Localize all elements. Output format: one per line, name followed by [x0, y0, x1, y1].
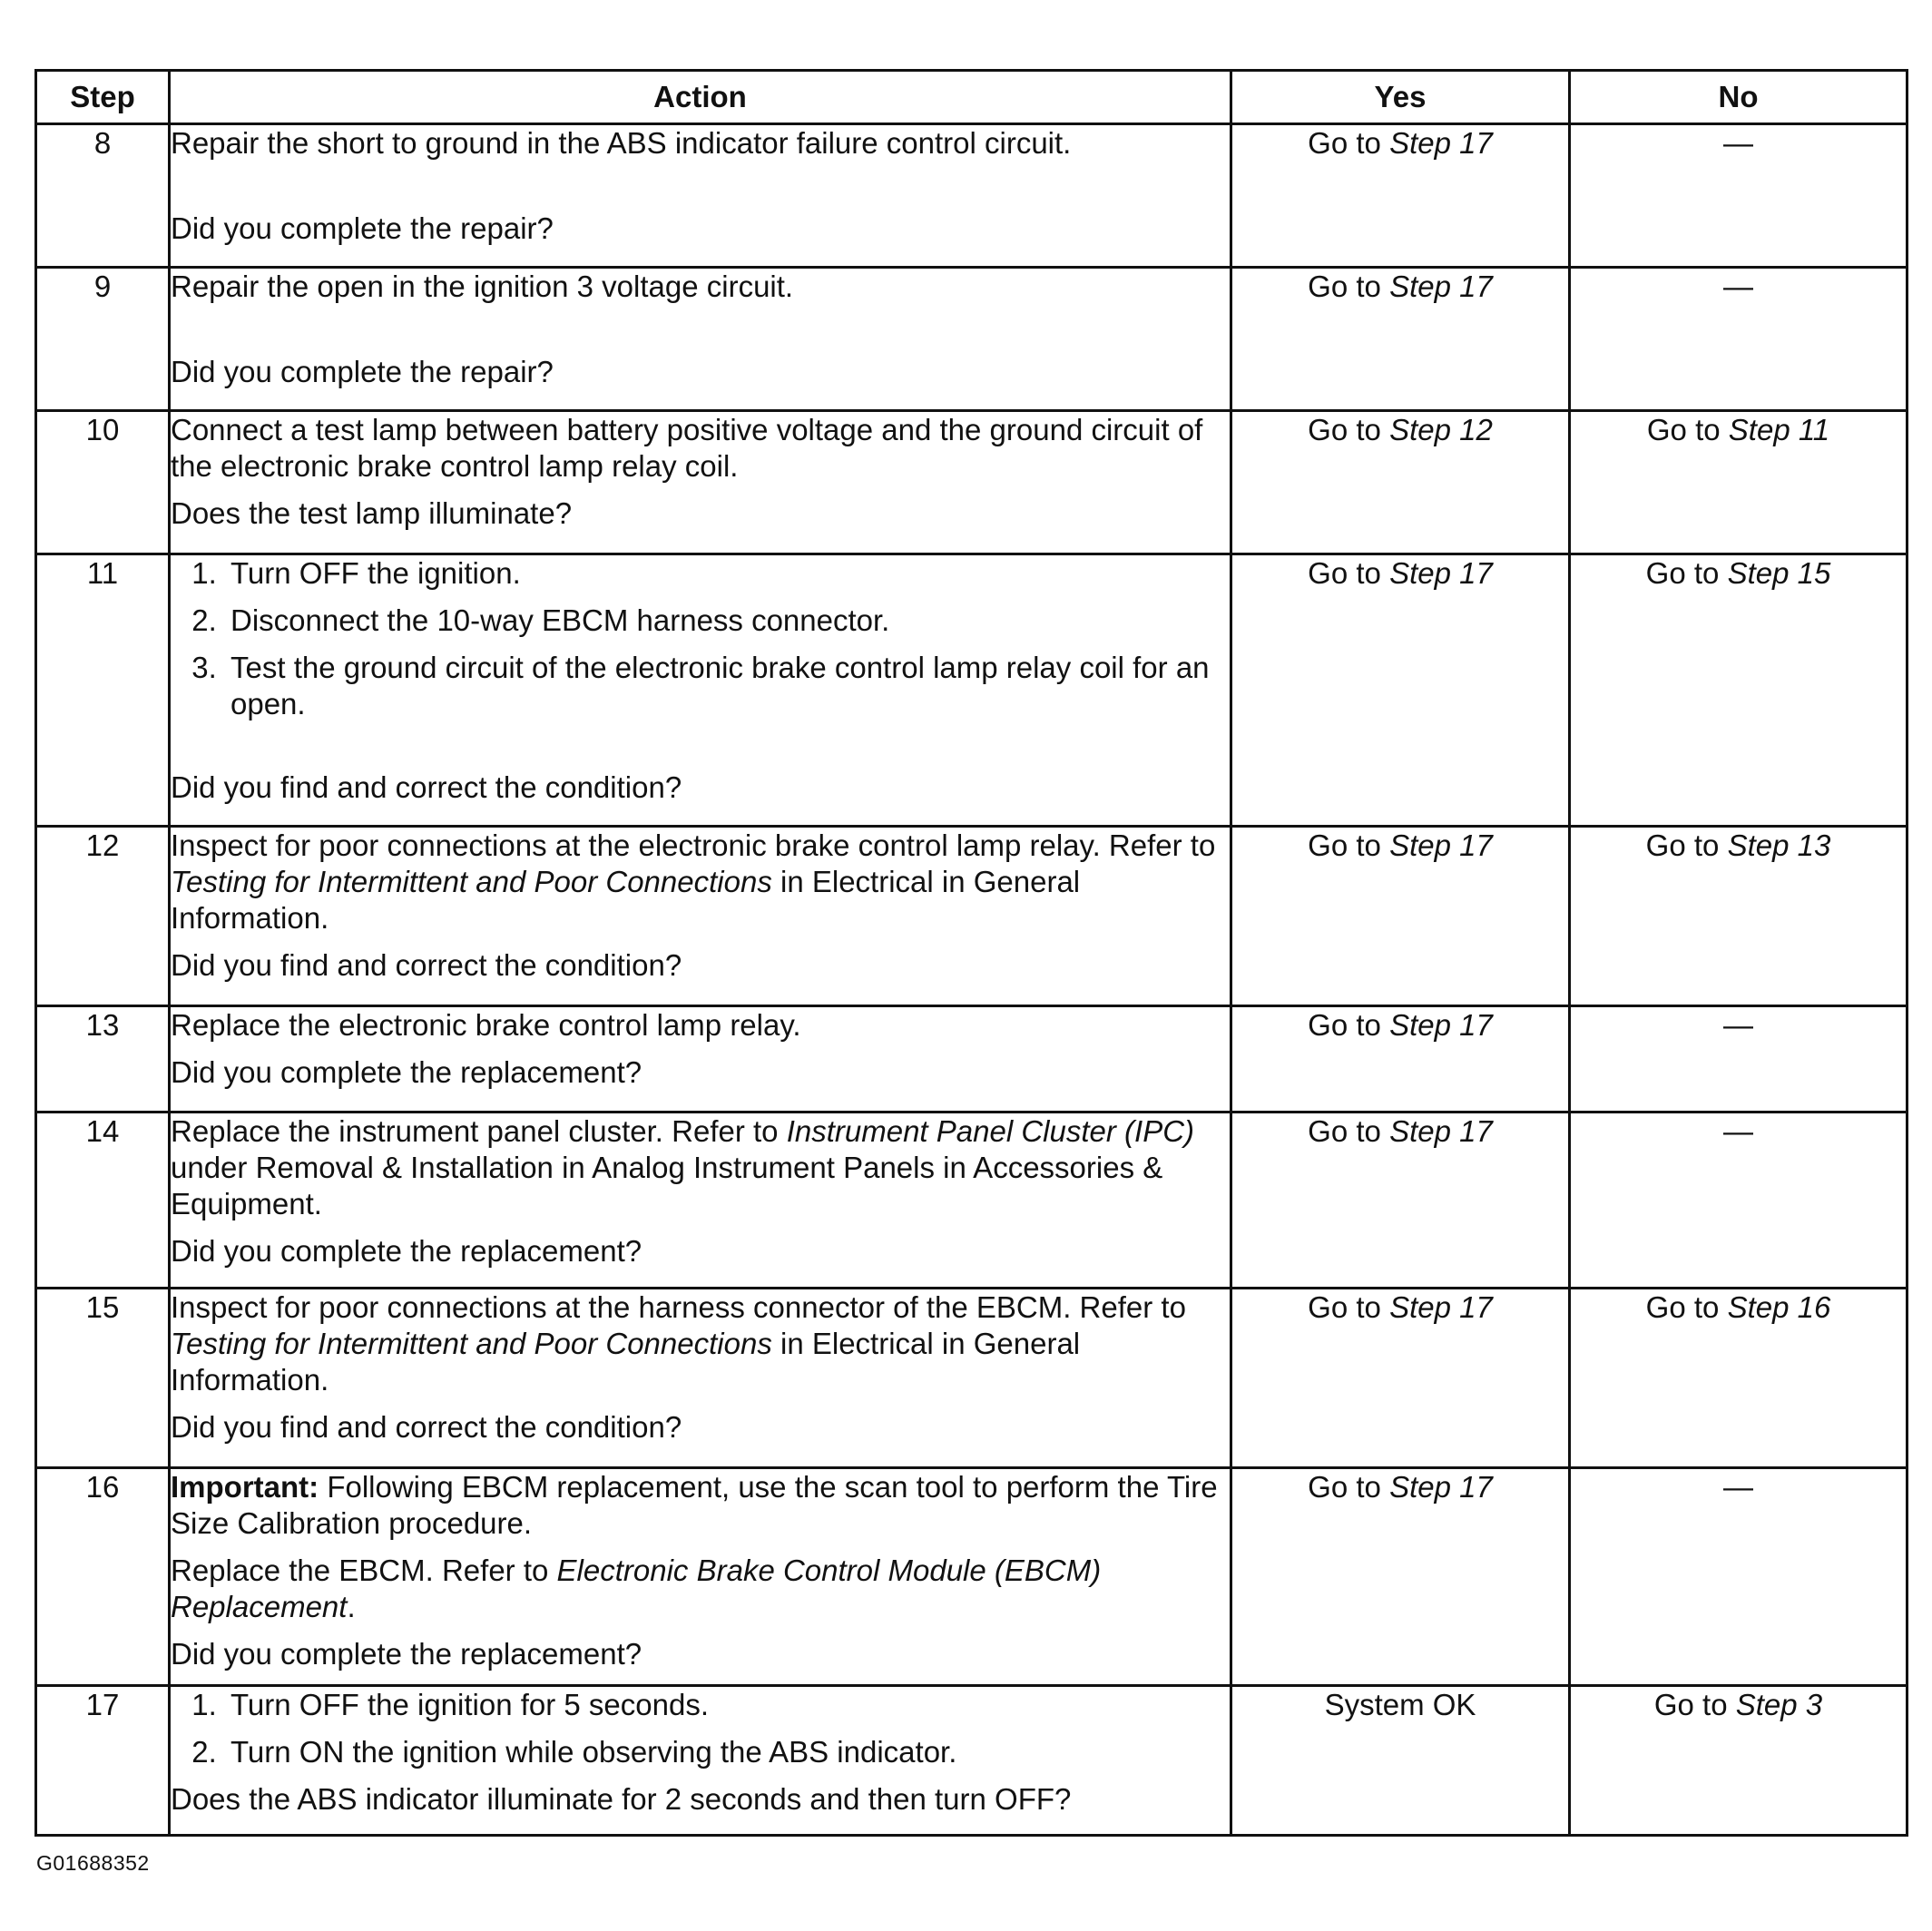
yes-cell [1231, 554, 1570, 827]
yes-cell [1231, 827, 1570, 1006]
no-prefix: Go to [1653, 1688, 1736, 1721]
table-row [36, 1686, 1907, 1836]
header-no: No [1570, 71, 1907, 124]
action-text-part: under Removal & Installation in Analog Instrument Panels in Accessories & Equipment. [171, 1151, 1163, 1220]
action-text-part: . [347, 1590, 356, 1623]
no-prefix: Go to [1645, 1290, 1728, 1324]
yes-cell [1231, 268, 1570, 411]
step-number: 12 [36, 827, 170, 1006]
action-cell [170, 124, 1231, 268]
yes-prefix: Go to [1308, 1114, 1390, 1148]
no-cell [1570, 411, 1907, 554]
action-question: Does the ABS indicator illuminate for 2 seconds and then turn OFF? [171, 1782, 1072, 1816]
procedure-item: 2. Disconnect the 10-way EBCM harness connector. [225, 603, 1230, 639]
action-text [171, 828, 1230, 936]
table-row [36, 554, 1907, 827]
table-row [36, 1289, 1907, 1468]
table-row [36, 1468, 1907, 1686]
no-step-ref: Step 13 [1727, 828, 1831, 862]
reference-title: Testing for Intermittent and Poor Connections [171, 865, 772, 898]
procedure-list [171, 1687, 1230, 1770]
procedure-item: 3. Test the ground circuit of the electronic brake control lamp relay coil for an open. [225, 650, 1230, 722]
no-cell: — [1570, 1113, 1907, 1289]
yes-step-ref: Step 17 [1389, 1114, 1493, 1148]
no-step-ref: Step 11 [1728, 413, 1830, 446]
procedure-item: 1. Turn OFF the ignition for 5 seconds. [225, 1687, 1230, 1723]
no-cell [1570, 554, 1907, 827]
table-header-row [36, 71, 1907, 124]
table-row [36, 1113, 1907, 1289]
action-text-part: in Electrical in General Information. [171, 1327, 1081, 1397]
yes-prefix: Go to [1308, 1290, 1390, 1324]
action-cell [170, 827, 1231, 1006]
action-text-part: Replace the instrument panel cluster. Refer to [171, 1114, 787, 1148]
action-cell [170, 1113, 1231, 1289]
step-number: 16 [36, 1468, 170, 1686]
important-text: Following EBCM replacement, use the scan tool to perform the Tire Size Calibration procedure. [171, 1470, 1218, 1540]
yes-step-ref: Step 17 [1389, 1008, 1493, 1042]
no-step-ref: Step 16 [1727, 1290, 1831, 1324]
yes-prefix: Go to [1308, 828, 1390, 862]
action-text [171, 1553, 1230, 1625]
action-question: Did you find and correct the condition? [171, 770, 682, 804]
step-number: 8 [36, 124, 170, 268]
step-number: 9 [36, 268, 170, 411]
action-cell [170, 411, 1231, 554]
step-number: 13 [36, 1006, 170, 1113]
no-step-ref: Step 15 [1727, 556, 1831, 590]
action-question: Did you complete the replacement? [171, 1637, 642, 1671]
yes-prefix: Go to [1308, 1008, 1390, 1042]
step-number: 10 [36, 411, 170, 554]
table-row [36, 1006, 1907, 1113]
action-text [171, 1289, 1230, 1398]
no-cell [1570, 827, 1907, 1006]
no-prefix: Go to [1645, 556, 1728, 590]
no-cell: — [1570, 124, 1907, 268]
no-cell: — [1570, 1006, 1907, 1113]
header-yes: Yes [1231, 71, 1570, 124]
action-question: Did you complete the replacement? [171, 1234, 642, 1268]
action-text [171, 1113, 1230, 1222]
action-question: Did you complete the replacement? [171, 1055, 642, 1089]
yes-step-ref: Step 17 [1389, 828, 1493, 862]
step-number: 11 [36, 554, 170, 827]
table-row [36, 124, 1907, 268]
reference-title: Instrument Panel Cluster (IPC) [786, 1114, 1195, 1148]
action-text-part: in Electrical in General Information. [171, 865, 1081, 935]
yes-step-ref: Step 12 [1389, 413, 1493, 446]
yes-cell [1231, 1006, 1570, 1113]
yes-step-ref: Step 17 [1389, 1290, 1493, 1324]
no-step-ref: Step 3 [1735, 1688, 1823, 1721]
procedure-item: 1. Turn OFF the ignition. [225, 555, 1230, 592]
table-row [36, 268, 1907, 411]
yes-prefix: Go to [1308, 126, 1390, 160]
procedure-list [171, 555, 1230, 722]
action-question: Did you complete the repair? [171, 355, 554, 388]
table-row [36, 827, 1907, 1006]
action-question: Does the test lamp illuminate? [171, 496, 573, 530]
action-text-part: Replace the EBCM. Refer to [171, 1554, 557, 1587]
action-text: Connect a test lamp between battery positive voltage and the ground circuit of the electronic brake control lamp relay coil. [171, 413, 1203, 483]
yes-prefix: Go to [1308, 556, 1390, 590]
action-question: Did you find and correct the condition? [171, 1410, 682, 1444]
important-note [171, 1469, 1230, 1542]
action-cell [170, 1468, 1231, 1686]
action-cell [170, 1686, 1231, 1836]
yes-cell [1231, 1113, 1570, 1289]
no-cell: — [1570, 268, 1907, 411]
no-cell [1570, 1289, 1907, 1468]
no-prefix: Go to [1646, 413, 1729, 446]
action-text-part: Inspect for poor connections at the electronic brake control lamp relay. Refer to [171, 828, 1216, 862]
action-cell [170, 554, 1231, 827]
procedure-item: 2. Turn ON the ignition while observing the ABS indicator. [225, 1734, 1230, 1770]
figure-id: G01688352 [36, 1851, 150, 1875]
step-number: 14 [36, 1113, 170, 1289]
yes-step-ref: Step 17 [1389, 1470, 1493, 1504]
yes-cell [1231, 411, 1570, 554]
header-step: Step [36, 71, 170, 124]
yes-step-ref: Step 17 [1389, 126, 1493, 160]
yes-step-ref: Step 17 [1389, 270, 1493, 303]
yes-cell: System OK [1231, 1686, 1570, 1836]
action-question: Did you complete the repair? [171, 211, 554, 245]
yes-step-ref: Step 17 [1389, 556, 1493, 590]
no-cell [1570, 1686, 1907, 1836]
yes-prefix: Go to [1308, 413, 1390, 446]
action-text: Replace the electronic brake control lamp relay. [171, 1008, 801, 1042]
action-text-part: Inspect for poor connections at the harness connector of the EBCM. Refer to [171, 1290, 1186, 1324]
action-cell [170, 1289, 1231, 1468]
reference-title: Testing for Intermittent and Poor Connections [171, 1327, 772, 1360]
step-number: 17 [36, 1686, 170, 1836]
header-action: Action [170, 71, 1231, 124]
important-label: Important: [171, 1470, 319, 1504]
action-cell [170, 1006, 1231, 1113]
yes-cell [1231, 1289, 1570, 1468]
action-cell [170, 268, 1231, 411]
yes-cell [1231, 1468, 1570, 1686]
diagnostic-table [34, 69, 1908, 1837]
yes-cell [1231, 124, 1570, 268]
yes-prefix: Go to [1308, 1470, 1390, 1504]
no-prefix: Go to [1645, 828, 1728, 862]
action-text: Repair the open in the ignition 3 voltage circuit. [171, 270, 794, 303]
step-number: 15 [36, 1289, 170, 1468]
action-text: Repair the short to ground in the ABS indicator failure control circuit. [171, 126, 1072, 160]
yes-prefix: Go to [1308, 270, 1390, 303]
reference-title: Electronic Brake Control Module (EBCM) Replacement [171, 1554, 1102, 1623]
action-question: Did you find and correct the condition? [171, 948, 682, 982]
no-cell: — [1570, 1468, 1907, 1686]
table-row [36, 411, 1907, 554]
